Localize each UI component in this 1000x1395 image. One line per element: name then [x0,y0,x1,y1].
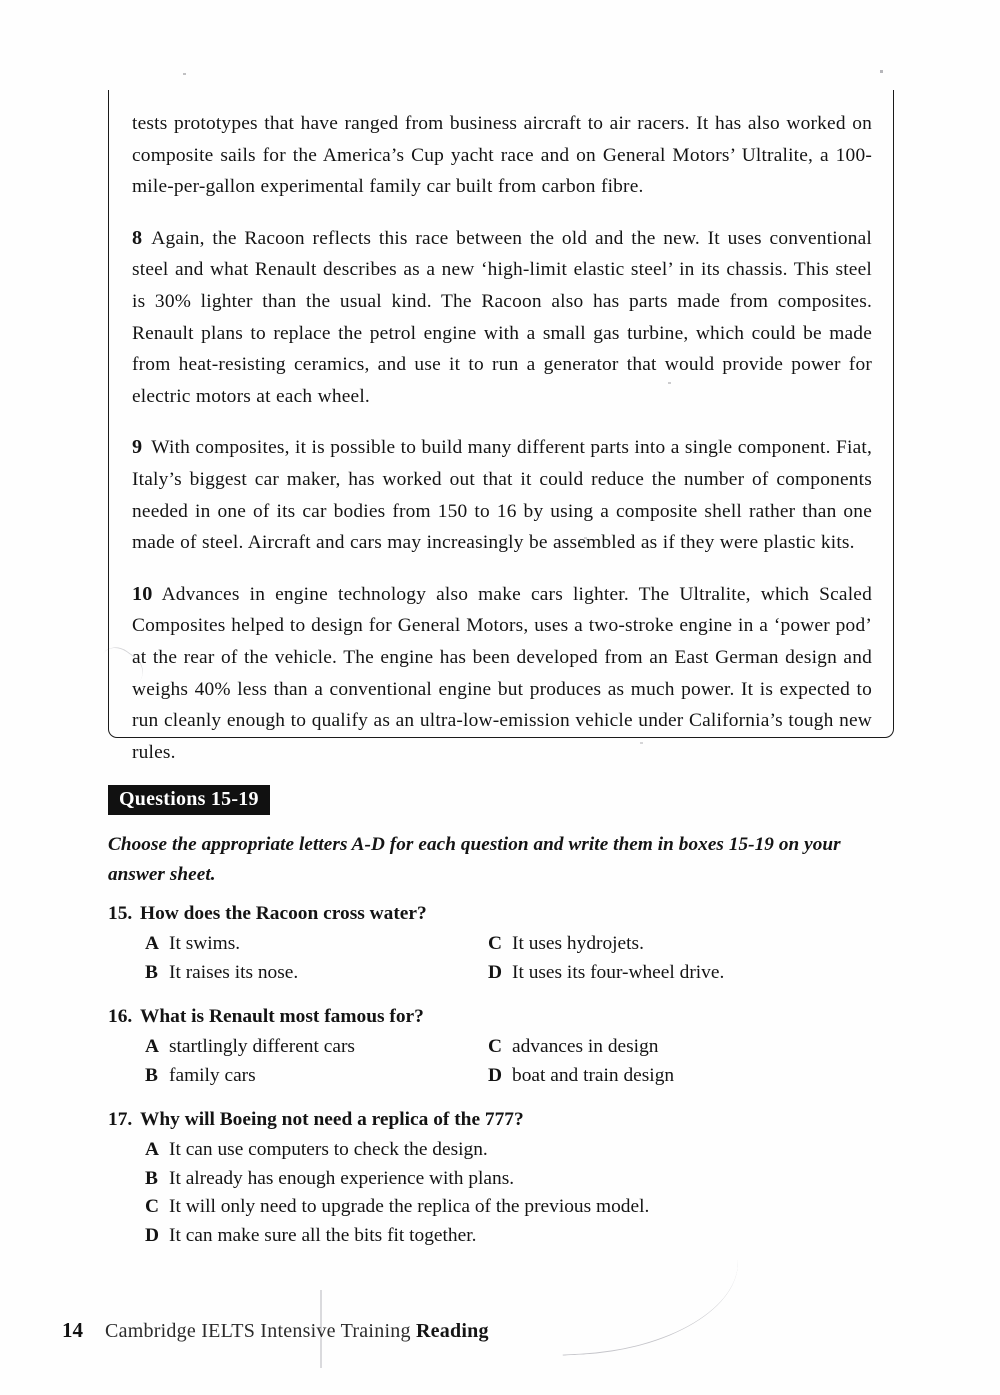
footer-title-bold: Reading [415,1320,489,1342]
paragraph-number: 10 [132,582,153,605]
option-text: It already has enough experience with plans. [169,1167,515,1189]
paragraph-number: 9 [132,436,143,459]
option-text: It uses its four-wheel drive. [512,961,725,983]
option-text: It raises its nose. [169,961,299,983]
option-letter: D [488,961,503,983]
option-text: It can use computers to check the design. [169,1139,488,1160]
questions-list [108,900,908,1250]
passage-paragraph [132,108,872,203]
options-column-left [145,930,488,987]
option-text: startlingly different cars [169,1036,355,1057]
passage-paragraph-text: Advances in engine technology also make cars lighter. The Ultralite, which Scaled Composites helped to design for General Motors, uses a two-stroke engine in a ‘power pod’ at the rear of the vehicle. The engine has been developed from an East German design and weighs 40% less than a conventional engine but produces as much power. It is expected to run cleanly enough to qualify as an ultra-low-emission vehicle under California’s tough new rules. [132,583,872,763]
option-letter: B [145,1167,158,1189]
question-item [108,1003,908,1090]
option-text: advances in design [512,1036,659,1057]
option-text: family cars [169,1064,256,1086]
footer-page-number: 14 [62,1318,83,1342]
question-heading [108,900,908,928]
questions-band-label: Questions 15-19 [108,785,270,815]
question-text: Why will Boeing not need a replica of the 777? [140,1109,524,1130]
passage-text-body [132,108,872,768]
option-letter: B [145,1064,158,1086]
question-item [108,1106,908,1250]
questions-instruction: Choose the appropriate letters A-D for each question and write them in boxes 15-19 on your answer sheet. [108,834,841,885]
question-options [108,1136,908,1250]
option-letter: A [145,933,160,954]
page-footer [62,1318,489,1343]
question-number: 16. [108,1006,133,1027]
scan-artifact-speck [880,70,883,73]
option-row[interactable] [145,1062,488,1091]
scan-artifact-speck [183,73,186,75]
option-letter: D [488,1064,503,1086]
option-letter: A [145,1036,160,1057]
question-heading [108,1106,908,1134]
options-column-right [488,930,724,987]
option-text: boat and train design [512,1064,675,1086]
option-row[interactable] [145,959,488,988]
paragraph-number: 8 [132,226,143,249]
question-options [108,930,908,987]
passage-paragraph [132,579,872,769]
question-number: 17. [108,1109,133,1130]
question-text: How does the Racoon cross water? [140,903,427,924]
option-row[interactable] [488,930,724,959]
option-row[interactable] [145,1222,908,1251]
footer-book-title [105,1320,489,1343]
option-letter: D [145,1224,160,1246]
passage-paragraph [132,223,872,413]
option-letter: A [145,1139,160,1160]
option-row[interactable] [488,1033,674,1062]
option-row[interactable] [145,1033,488,1062]
option-letter: B [145,961,158,983]
question-item [108,900,908,987]
question-number: 15. [108,903,133,924]
option-row[interactable] [145,1193,908,1222]
passage-paragraph-text: tests prototypes that have ranged from business aircraft to air racers. It has also worked on composite sails for the America’s Cup yacht race and on General Motors’ Ultralite, a 100-mile-per-gallon experimental family car built from carbon fibre. [132,113,872,198]
passage-paragraph-text: Again, the Racoon reflects this race between the old and the new. It uses conventional steel and what Renault describes as a new ‘high-limit elastic steel’ in its chassis. This steel is 30% lighter than the usual kind. The Racoon also has parts made from composites. Renault plans to replace the petrol engine with a small gas turbine, which could be made from heat-resisting ceramics, and use it to run a generator that would provide power for electric motors at each wheel. [132,227,872,407]
options-column-left [145,1033,488,1090]
option-row[interactable] [488,1062,674,1091]
passage-paragraph [132,432,872,558]
footer-title-regular: Cambridge IELTS Intensive Training [105,1320,416,1342]
option-letter: C [488,933,503,954]
option-row[interactable] [488,959,724,988]
option-text: It uses hydrojets. [512,933,644,954]
passage-paragraph-text: With composites, it is possible to build many different parts into a single component. Fiat, Italy’s biggest car maker, has worked out that it could reduce the number of components needed in one of its car bodies from 150 to 16 by using a composite shell rather than one made of steel. Aircraft and cars may increasingly be assembled as if they were plastic kits. [132,437,872,554]
option-letter: C [145,1196,160,1217]
option-text: It will only need to upgrade the replica of the previous model. [169,1196,650,1217]
option-text: It can make sure all the bits fit together. [169,1224,477,1246]
reading-passage-box [108,90,894,763]
question-heading [108,1003,908,1031]
option-row[interactable] [145,1136,908,1165]
option-text: It swims. [169,933,241,954]
options-column-right [488,1033,674,1090]
option-letter: C [488,1036,503,1057]
scan-artifact-pencil-curve [558,1250,743,1355]
options-column-left [145,1136,908,1250]
question-text: What is Renault most famous for? [140,1006,424,1027]
option-row[interactable] [145,1165,908,1194]
option-row[interactable] [145,930,488,959]
question-options [108,1033,908,1090]
